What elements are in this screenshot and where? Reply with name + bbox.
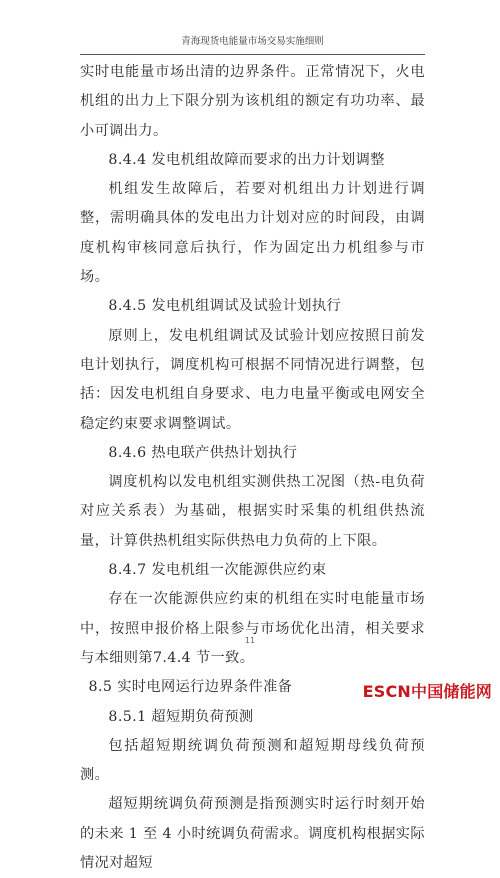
section-heading: 8.4.4 发电机组故障而要求的出力计划调整 [108,151,385,168]
body-paragraph: 调度机构以发电机组实测供热工况图（热-电负荷对应关系表）为基础，根据实时采集的机组供热流量，计算供热机组实际供热电力负荷的上下限。 [80,474,425,549]
body-paragraph: 原则上，发电机组调试及试验计划应按照日前发电计划执行，调度机构可根据不同情况进行调整，包括：因发电机组自身要求、电力电量平衡或电网安全稳定约束要求调整调试。 [80,327,425,432]
body-paragraph: 机组发生故障后，若要对机组出力计划进行调整，需明确具体的发电出力计划对应的时间段，由调度机构审核同意后执行，作为固定出力机组参与市场。 [80,181,425,286]
section-heading: 8.4.5 发电机组调试及试验计划执行 [108,298,342,315]
section-heading: 8.4.7 发电机组一次能源供应约束 [108,562,327,579]
watermark-logo: ESCN中国储能网 [362,682,492,701]
body-paragraph: 实时电能量市场出清的边界条件。正常情况下，火电机组的出力上下限分别为该机组的额定有功功率、最小可调出力。 [80,64,425,139]
body-paragraph: 存在一次能源供应约束的机组在实时电能量市场中，按照申报价格上限参与市场优化出清，相关要求与本细则第7.4.4 节一致。 [80,591,425,666]
section-heading: 8.5 实时电网运行边界条件准备 [88,679,293,696]
header-title: 青海现货电能量市场交易实施细则 [181,36,324,47]
page-number: 11 [244,636,256,645]
section-heading: 8.4.6 热电联产供热计划执行 [108,444,298,461]
document-body [80,58,425,878]
section-heading: 8.5.1 超短期负荷预测 [108,708,254,725]
body-paragraph: 包括超短期统调负荷预测和超短期母线负荷预测。 [80,737,425,784]
page-header [80,34,425,55]
body-paragraph: 超短期统调负荷预测是指预测实时运行时刻开始的未来 1 至 4 小时统调负荷需求。调度机构根据实际情况对超短 [80,796,425,872]
